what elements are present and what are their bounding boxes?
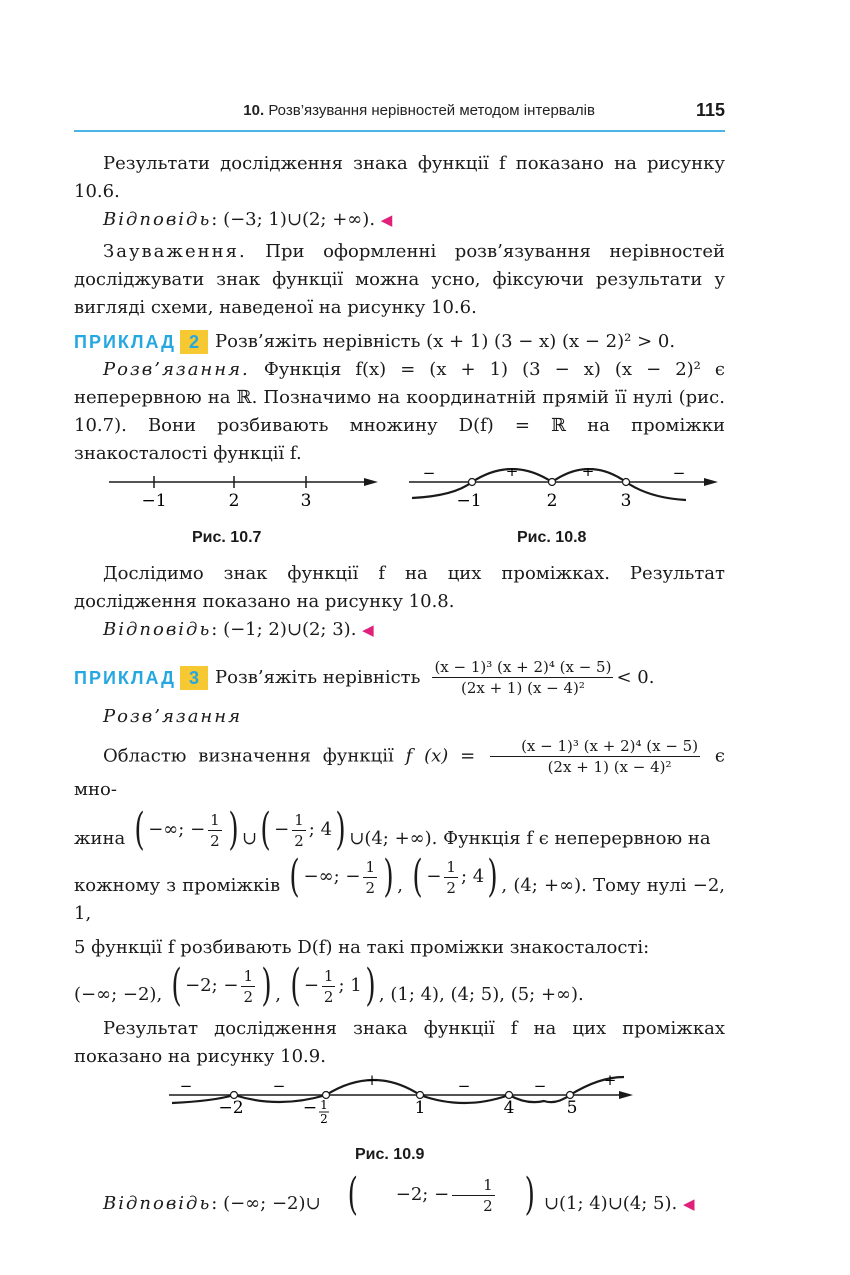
tick-label: 1: [320, 1098, 328, 1112]
example-2-heading: ПРИКЛАД 2 Розв’яжіть нерівність (x + 1) (3 − x) (x − 2)² > 0.: [74, 331, 676, 352]
figure-caption: Рис. 10.9: [355, 1146, 425, 1163]
tick-label: −2: [218, 1098, 244, 1118]
solution-2: Розв’язання. Функція f(x) = (x + 1) (3 − x) (x − 2)² є неперервною на ℝ. Позначимо на координатній прямій її нулі (рис. 10.7). Вони розбивають множину D(f) = ℝ на проміжки знакосталості функції f.: [74, 359, 725, 464]
figure-10-8: [409, 468, 718, 511]
tick-label: 3: [300, 491, 312, 511]
end-triangle-icon: ◀: [362, 621, 374, 639]
paragraph: Дослідимо знак функції f на цих проміжках. Результат дослідження показано на рисунку 10.8.: [74, 563, 725, 612]
sign-label: +: [581, 468, 595, 480]
tick-label: −1: [141, 491, 167, 511]
page-body: [74, 150, 725, 1218]
figure-caption: Рис. 10.8: [517, 529, 587, 546]
solution-3-line: Областю визначення функції f (x) = $\frac{\text{(x − 1)³ (x + 2)⁴ (x − 5)}}{\text{(2x + 1) (x − 4)²}}$ є мно-: [74, 737, 725, 800]
solution-3-line: жина ( −∞; − $\frac{1}{2}$ ) ∪ ( − $\frac{1}{2}$ ; 4 ) ∪(4; +∞). Функція f є неперервною на: [74, 804, 711, 855]
tick-label: 5: [566, 1098, 578, 1118]
end-triangle-icon: ◀: [682, 1195, 695, 1213]
figures-10-7-10-8: [74, 468, 725, 560]
answer-2: Відповідь: (−1; 2)∪(2; 3). ◀: [103, 619, 374, 640]
figure-10-7: [109, 476, 378, 511]
sign-label: +: [505, 468, 519, 480]
chapter-title: 10. Розв’язування нерівностей методом інтервалів: [243, 102, 595, 119]
sign-label: −: [179, 1077, 193, 1095]
tick-label: 1: [414, 1098, 426, 1118]
paragraph: Результат дослідження знака функції f на цих проміжках показано на рисунку 10.9.: [74, 1018, 725, 1067]
solution-3-line: (−∞; −2), ( −2; − $\frac{1}{2}$ ) , ( − $\frac{1}{2}$ ; 1 ) , (1; 4), (4; 5), (5; +∞).: [74, 960, 584, 1011]
tick-label: 3: [620, 491, 632, 511]
sign-label: −: [672, 468, 686, 482]
example-3-heading: ПРИКЛАД 3 Розв’яжіть нерівність $\frac{\text{(x − 1)³ (x + 2)⁴ (x − 5)}}{\text{(2x + 1) (x − 4)²}}$ < 0.: [74, 658, 655, 697]
number-line-figure-10-9: [74, 1071, 725, 1137]
solution-3-line: кожному з проміжків ( −∞; − $\frac{1}{2}$ ) , ( − $\frac{1}{2}$ ; 4 ) , (4; +∞). Тому нулі −2, 1,: [74, 851, 725, 924]
answer-3: Відповідь: (−∞; −2)∪ ( −2; − $\frac{1}{2}$ ) ∪(1; 4)∪(4; 5). ◀: [103, 1169, 695, 1220]
tick-label: 2: [546, 491, 558, 511]
figure-10-9: [74, 1071, 725, 1171]
sign-label: −: [533, 1077, 547, 1095]
sign-label: +: [365, 1071, 379, 1089]
figure-caption: Рис. 10.7: [192, 529, 262, 546]
sign-label: +: [603, 1071, 617, 1089]
remark: Зауваження. При оформленні розв’язування нерівностей досліджувати знак функції можна усно, фіксуючи результати у вигляді схеми, наведеної на рисунку 10.6.: [74, 241, 725, 318]
sign-label: −: [422, 468, 436, 482]
tick-label: 2: [320, 1112, 328, 1126]
end-triangle-icon: ◀: [380, 211, 393, 229]
solution-3-label: Розв’язання: [103, 706, 243, 727]
page-header: [74, 98, 725, 132]
tick-label: 4: [503, 1098, 515, 1118]
sign-label: −: [272, 1077, 286, 1095]
sign-label: −: [457, 1077, 471, 1095]
solution-3-line: 5 функції f розбивають D(f) на такі проміжки знакосталості:: [74, 937, 650, 958]
tick-label: 2: [228, 491, 240, 511]
number-line-figures: [74, 468, 725, 560]
tick-label: −: [302, 1098, 318, 1118]
paragraph: Результати дослідження знака функції f показано на рисунку 10.6.: [74, 153, 725, 202]
answer-1: Відповідь: (−3; 1)∪(2; +∞). ◀: [103, 209, 393, 230]
tick-label: −1: [456, 491, 482, 511]
page-number: 115: [695, 100, 725, 120]
